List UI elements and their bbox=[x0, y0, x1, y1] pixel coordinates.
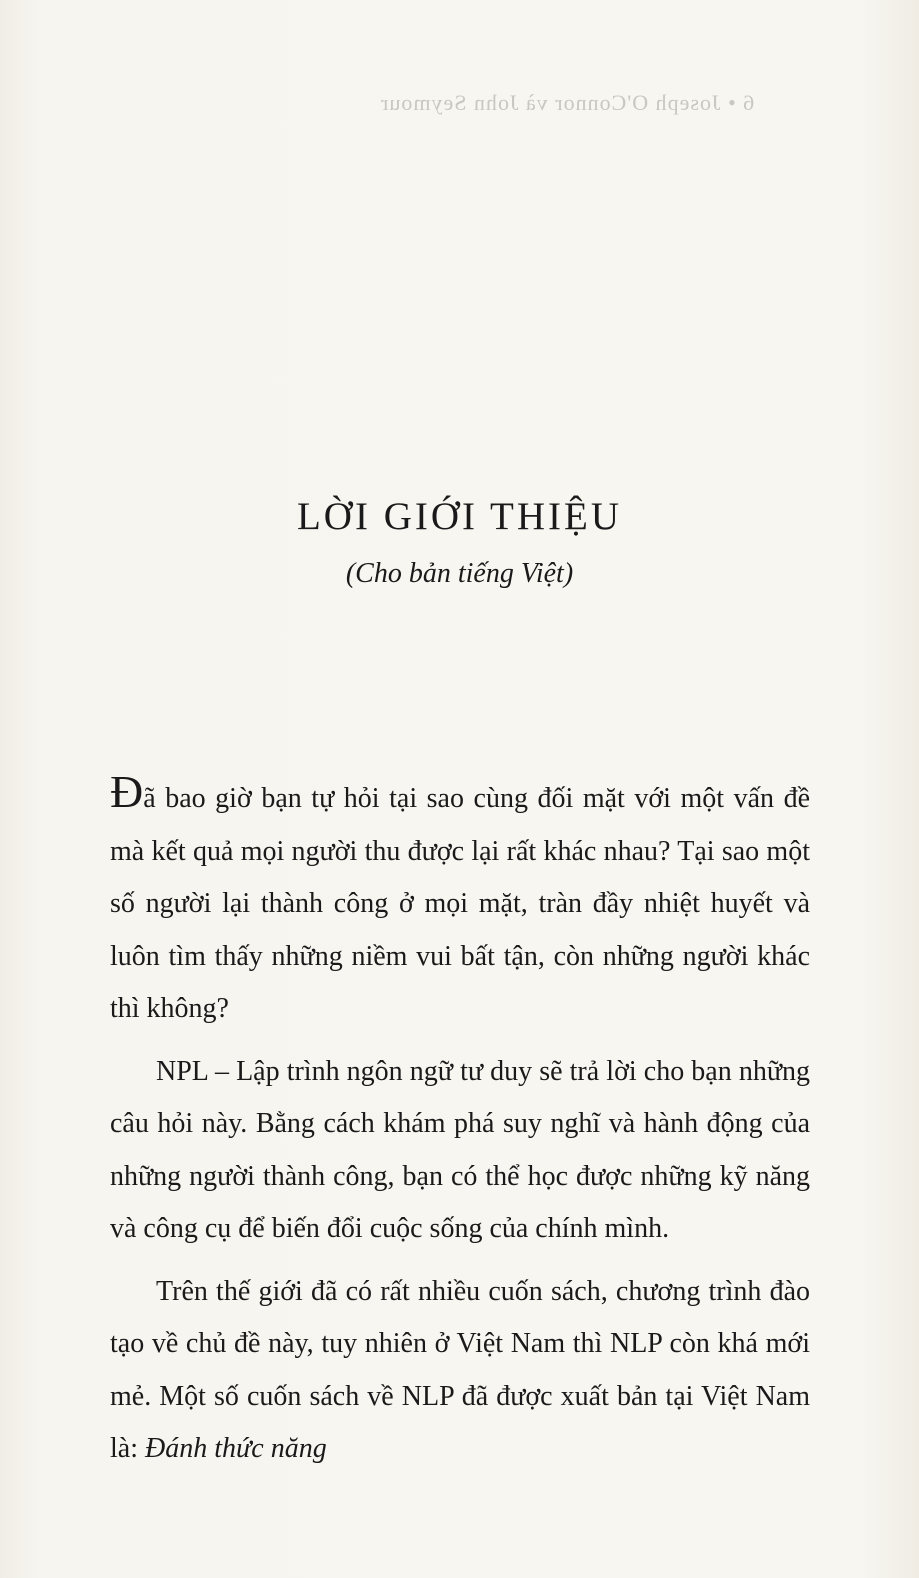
paragraph-2: NPL – Lập trình ngôn ngữ tư duy sẽ trả lời cho bạn những câu hỏi này. Bằng cách khám phá suy nghĩ và hành động của những người thành công, bạn có thể học được những kỹ năng và công cụ để biến đổi cuộc sống của chính mình. bbox=[110, 1055, 810, 1244]
paragraph-1-text: ã bao giờ bạn tự hỏi tại sao cùng đối mặt với một vấn đề mà kết quả mọi người thu được lại rất khác nhau? Tại sao một số người lại thành công ở mọi mặt, tràn đầy nhiệt huyết và luôn tìm thấy những niềm vui bất tận, còn những người khác thì không? bbox=[110, 783, 810, 1024]
drop-cap: Đ bbox=[110, 766, 144, 817]
paragraph-1 bbox=[110, 766, 810, 1036]
page-subtitle: (Cho bản tiếng Việt) bbox=[345, 558, 574, 589]
paragraph-3-text: Trên thế giới đã có rất nhiều cuốn sách, chương trình đào tạo về chủ đề này, tuy nhiên ở Việt Nam thì NLP còn khá mới mẻ. Một số cuốn sách về NLP đã được xuất bản tại Việt Nam là: bbox=[110, 1275, 810, 1464]
bleed-through-header: 6 • Joseph O'Connor và John Seymour bbox=[380, 90, 755, 115]
paragraph-3 bbox=[110, 1266, 810, 1476]
paragraph-3-italic-title: Đánh thức năng bbox=[145, 1433, 327, 1464]
page-title: LỜI GIỚI THIỆU bbox=[296, 495, 623, 538]
body-text bbox=[110, 766, 810, 1476]
